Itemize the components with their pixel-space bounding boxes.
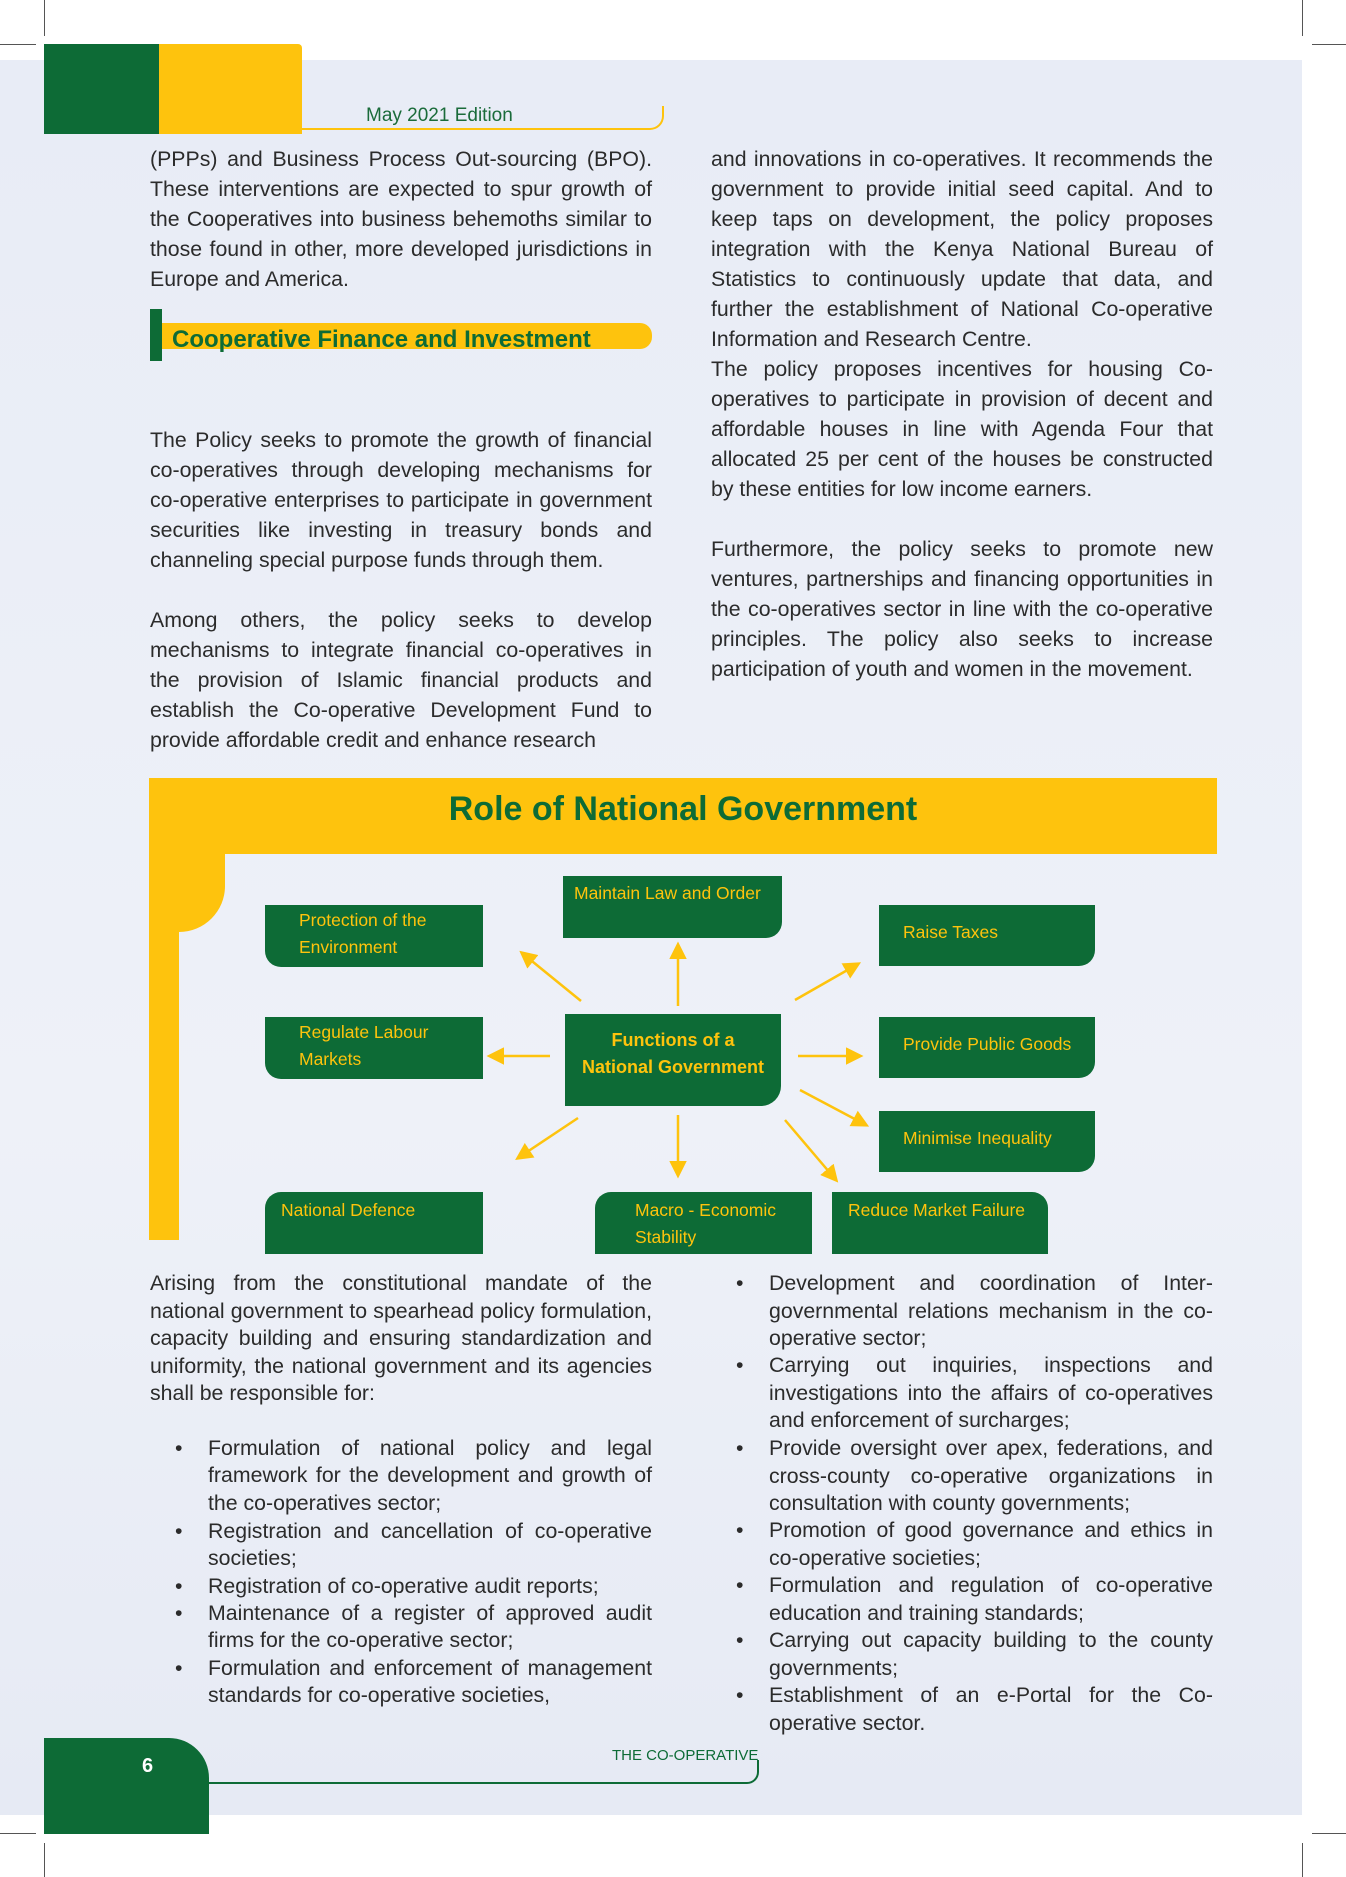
box-defence	[265, 1192, 483, 1254]
box-macro-line1: Macro - Economic	[635, 1200, 777, 1220]
paragraph: Furthermore, the policy seeks to promote new ventures, partnerships and financing opportunities in the co-operatives sector in line with the co-operative principles. The policy also seeks to increase participation of youth and women in the movement.	[711, 537, 1213, 681]
section-heading-text: Cooperative Finance and Investment	[172, 326, 591, 353]
box-protection	[265, 905, 483, 967]
paragraph: The Policy seeks to promote the growth of financial co-operatives through developing mechanisms for co-operative enterprises to participate in government securities like investing in treasury bonds and channeling special purpose funds through them.	[150, 428, 652, 572]
crop-mark	[1312, 44, 1346, 45]
crop-mark	[44, 0, 45, 36]
bullet-item: • Promotion of good governance and ethics in co-operative societies;	[736, 1518, 1213, 1570]
box-taxes-text: Raise Taxes	[903, 922, 999, 942]
box-public-goods	[879, 1017, 1095, 1078]
section-heading	[150, 309, 652, 361]
intro-paragraph: Arising from the constitutional mandate of the national government to spearhead policy formulation, capacity building and ensuring standardization and uniformity, the national government and its agencies shall be responsible for:	[150, 1271, 652, 1405]
center-box	[565, 1014, 781, 1106]
bullet-item: • Registration of co-operative audit reports;	[175, 1573, 599, 1598]
bullet-item: • Formulation and enforcement of management standards for co-operative societies,	[175, 1655, 652, 1707]
diagram-title: Role of National Government	[448, 790, 918, 828]
lower-left-column	[150, 1270, 652, 1710]
paragraph: (PPPs) and Business Process Out-sourcing (BPO). These interventions are expected to spur growth of the Cooperatives into business behemoths similar to those found in other, more developed jurisdictions in Europe and America.	[150, 147, 652, 291]
bullet-item: • Carrying out inquiries, inspections and investigations into the affairs of co-operatives and enforcement of surcharges;	[736, 1353, 1213, 1432]
box-protection-line2: Environment	[299, 937, 398, 957]
bullet-item: • Maintenance of a register of approved audit firms for the co-operative sector;	[175, 1600, 652, 1652]
box-market-failure	[832, 1192, 1048, 1254]
bullet-item: • Formulation and regulation of co-operative education and training standards;	[736, 1573, 1213, 1625]
crop-mark	[1312, 1833, 1346, 1834]
box-taxes	[879, 905, 1095, 966]
box-labour-line1: Regulate Labour	[299, 1022, 429, 1042]
crop-mark	[0, 1833, 36, 1834]
left-column	[150, 144, 652, 755]
crop-mark	[1302, 1843, 1303, 1877]
box-public-goods-text: Provide Public Goods	[903, 1034, 1072, 1054]
box-defence-text: National Defence	[281, 1200, 416, 1220]
box-labour	[265, 1017, 483, 1079]
box-law-text: Maintain Law and Order	[574, 883, 761, 903]
box-inequality	[879, 1111, 1095, 1172]
lower-right-column	[711, 1270, 1213, 1740]
paragraph: The policy proposes incentives for housing Co-operatives to participate in provision of decent and affordable houses in line with Agenda Four that allocated 25 per cent of the houses be constructed by these entities for low income earners.	[711, 357, 1213, 501]
center-line1: Functions of a	[611, 1030, 735, 1050]
footer-green-block	[44, 1738, 209, 1834]
publication-name: THE CO-OPERATIVE	[612, 1747, 759, 1764]
paragraph: and innovations in co-operatives. It recommends the government to provide initial seed capital. And to keep taps on development, the policy proposes integration with the Kenya National Bureau of Statistics to continuously update that data, and further the establishment of National Co-operative Information and Research Centre.	[711, 147, 1213, 351]
crop-mark	[44, 1843, 45, 1877]
crop-mark	[1302, 0, 1303, 36]
bullet-item: • Development and coordination of Inter-governmental relations mechanism in the co-operative sector;	[736, 1271, 1213, 1350]
paragraph: Among others, the policy seeks to develop mechanisms to integrate financial co-operatives in the provision of Islamic financial products and establish the Co-operative Development Fund to provide affordable credit and enhance research	[150, 608, 652, 752]
bullet-item: • Establishment of an e-Portal for the Co-operative sector.	[736, 1683, 1213, 1735]
edition-label: May 2021 Edition	[366, 105, 513, 126]
bullet-item: • Provide oversight over apex, federations, and cross-county co-operative organizations in consultation with county governments;	[736, 1436, 1213, 1515]
page-number: 6	[142, 1755, 154, 1777]
box-market-failure-text: Reduce Market Failure	[848, 1200, 1026, 1220]
bullet-item: • Registration and cancellation of co-operative societies;	[175, 1518, 652, 1570]
diagram-side-bar	[149, 778, 179, 1240]
crop-mark	[0, 44, 36, 45]
box-macro	[595, 1192, 812, 1254]
box-labour-line2: Markets	[299, 1049, 362, 1069]
box-inequality-text: Minimise Inequality	[903, 1128, 1052, 1148]
header-yellow-block	[159, 44, 302, 134]
center-line2: National Government	[581, 1057, 765, 1077]
box-macro-line2: Stability	[635, 1227, 697, 1247]
section-heading-bar	[150, 309, 162, 361]
bullet-item: • Formulation of national policy and legal framework for the development and growth of the co-operatives sector;	[175, 1435, 652, 1515]
right-column	[711, 144, 1213, 684]
bullet-item: • Carrying out capacity building to the county governments;	[736, 1628, 1213, 1680]
box-law	[563, 876, 782, 938]
header-green-block	[44, 44, 159, 134]
box-protection-line1: Protection of the	[299, 910, 427, 930]
